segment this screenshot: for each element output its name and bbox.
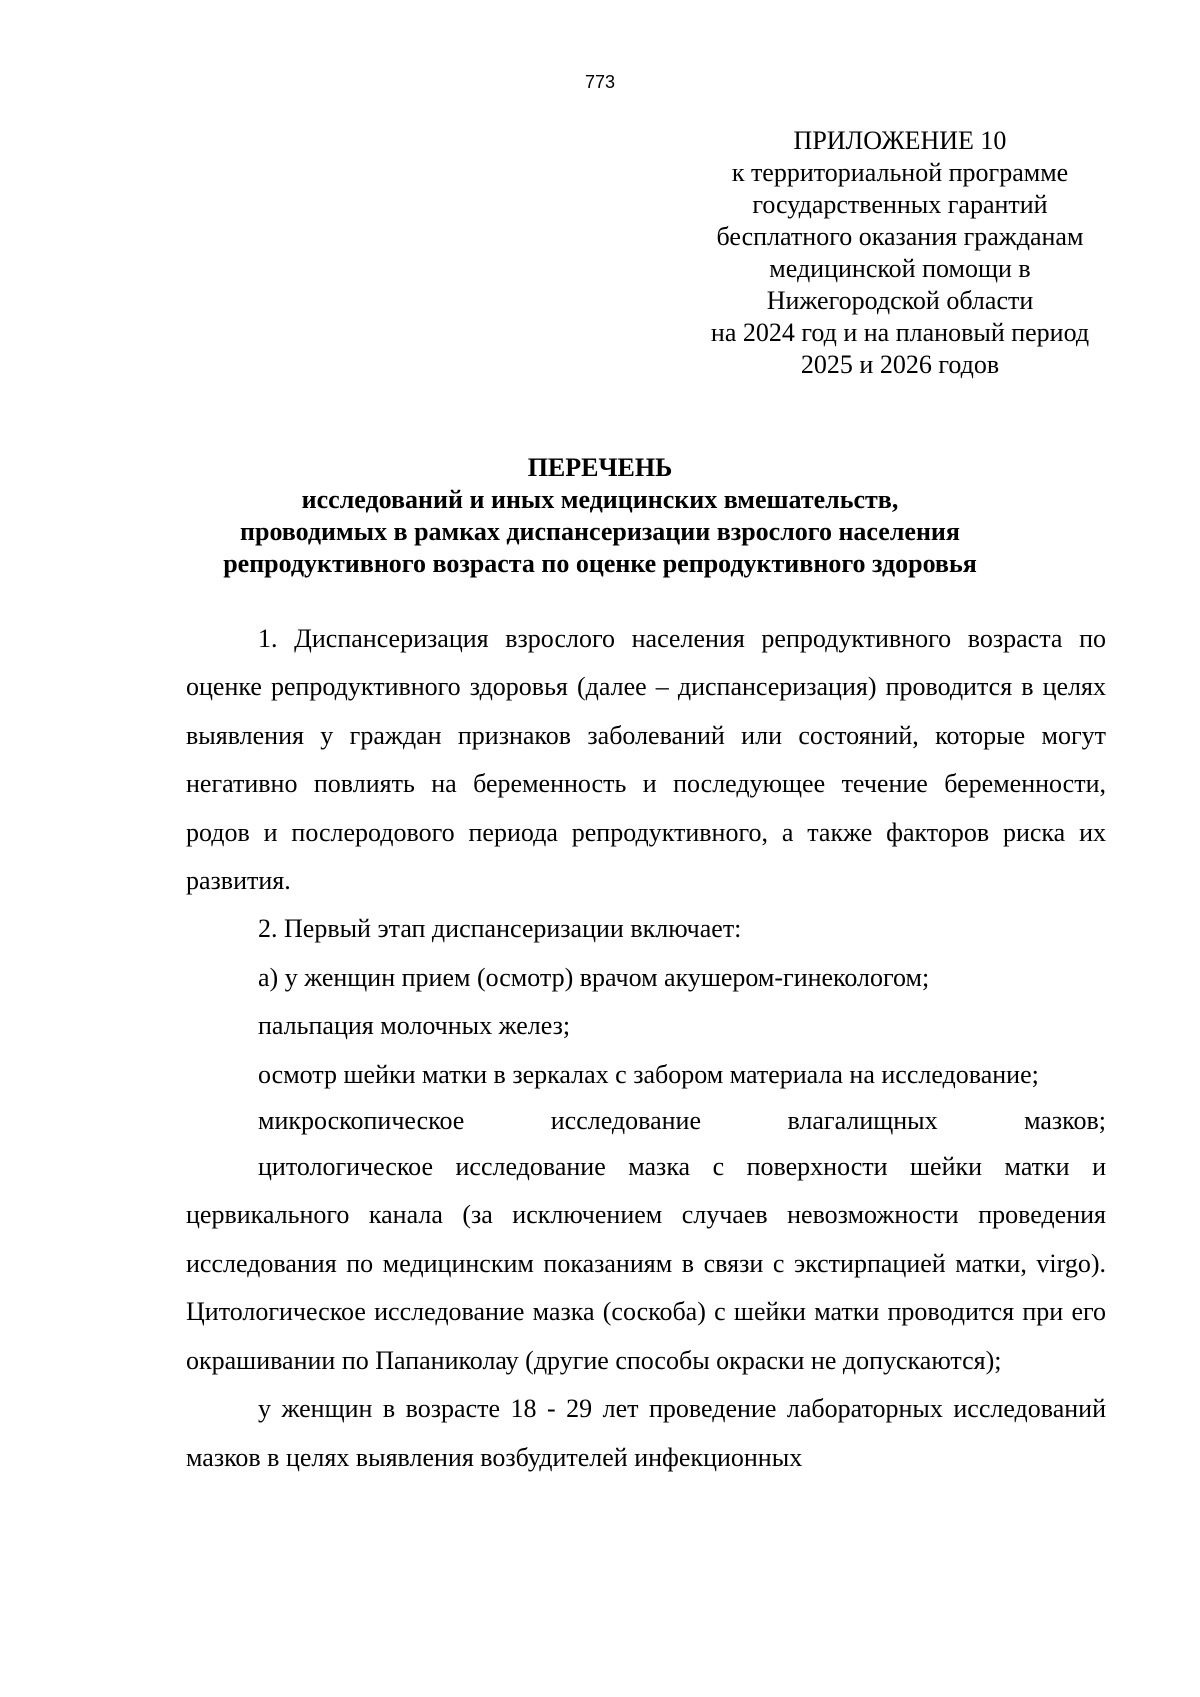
title-line: исследований и иных медицинских вмешательств,	[301, 485, 899, 514]
paragraph-2: 2. Первый этап диспансеризации включает:	[258, 914, 742, 944]
document-body	[186, 615, 1106, 1482]
appendix-line: ПРИЛОЖЕНИЕ 10	[793, 126, 1007, 155]
appendix-line: Нижегородской области	[766, 286, 1034, 315]
paragraph-3: а) у женщин прием (осмотр) врачом акушером-гинекологом;	[258, 962, 930, 992]
paragraph-4: пальпация молочных желез;	[258, 1011, 571, 1041]
title-heading: ПЕРЕЧЕНЬ	[527, 453, 673, 482]
paragraph-5: осмотр шейки матки в зеркалах с забором материала на исследование;	[258, 1059, 1039, 1089]
paragraph-7: цитологическое исследование мазка с поверхности шейки матки и цервикального канала (за исключением случаев невозможности проведения исследования по медицинским показаниям в связи с экстирпацией матки, virgo). Цитологическое исследование мазка (соскоба) с шейки матки проводится при его окрашивании по Папаниколау (другие способы окраски не допускаются);	[186, 1152, 1106, 1375]
appendix-line: медицинской помощи в	[769, 254, 1031, 283]
paragraph-8: у женщин в возрасте 18 - 29 лет проведение лабораторных исследований мазков в целях выявления возбудителей инфекционных	[186, 1394, 1106, 1472]
title-line: проводимых в рамках диспансеризации взрослого населения	[240, 517, 960, 546]
appendix-line: бесплатного оказания гражданам	[716, 222, 1084, 251]
title-line: репродуктивного возраста по оценке репродуктивного здоровья	[223, 549, 977, 578]
paragraph-1: 1. Диспансеризация взрослого населения репродуктивного возраста по оценке репродуктивного здоровья (далее – диспансеризация) проводится в целях выявления у граждан признаков заболеваний или состояний, которые могут негативно повлиять на беременность и последующее течение беременности, родов и послеродового периода репродуктивного, а также факторов риска их развития.	[186, 624, 1106, 896]
appendix-line: государственных гарантий	[752, 190, 1048, 219]
paragraph-6: микроскопическое исследование влагалищных мазков;	[258, 1106, 1106, 1136]
appendix-line: 2025 и 2026 годов	[800, 350, 1000, 379]
page-number: 773	[584, 72, 616, 92]
appendix-line: к территориальной программе	[731, 158, 1069, 187]
appendix-line: на 2024 год и на плановый период	[710, 318, 1090, 347]
appendix-header	[680, 125, 1120, 381]
document-title	[150, 452, 1050, 580]
